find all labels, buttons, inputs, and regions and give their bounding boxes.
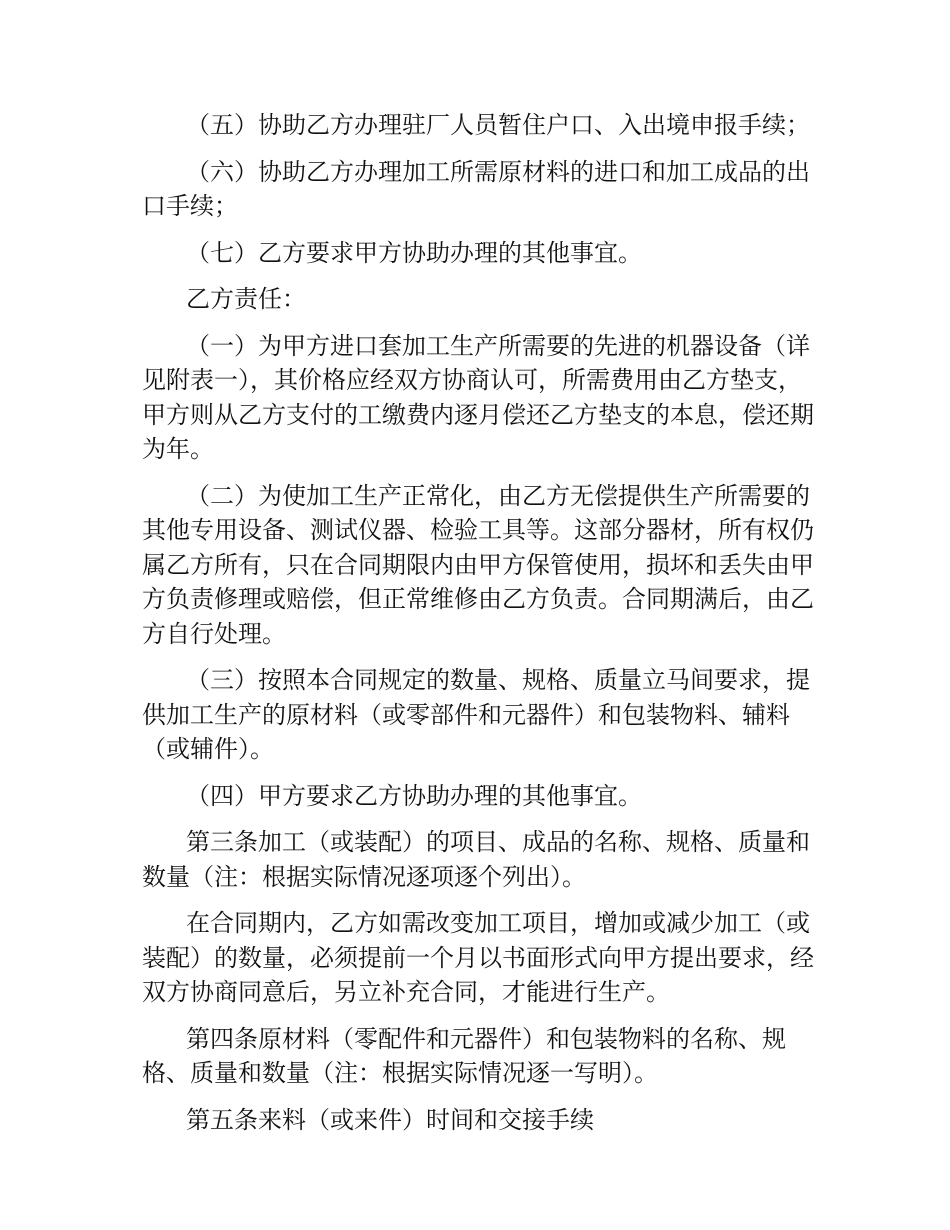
article-paragraph: 第四条原材料（零配件和元器件）和包装物料的名称、规格、质量和数量（注：根据实际情况逐一写明）。 xyxy=(142,1024,786,1087)
paragraph: （六）协助乙方办理加工所需原材料的进口和加工成品的出口手续； xyxy=(142,157,810,220)
paragraph: （七）乙方要求甲方协助办理的其他事宜。 xyxy=(186,238,642,267)
paragraph: （二）为使加工生产正常化，由乙方无偿提供生产所需要的其他专用设备、测试仪器、检验工具等。这部分器材，所有权仍属乙方所有，只在合同期限内由甲方保管使用，损坏和丢失由甲方负责修理或赔偿，但正常维修由乙方负责。合同期满后，由乙方自行处理。 xyxy=(142,481,814,648)
paragraph: （五）协助乙方办理驻厂人员暂住户口、入出境申报手续； xyxy=(186,111,810,139)
paragraph: （一）为甲方进口套加工生产所需要的先进的机器设备（详见附表一），其价格应经双方协商认可，所需费用由乙方垫支，甲方则从乙方支付的工缴费内逐月偿还乙方垫支的本息，偿还期为年。 xyxy=(142,331,814,463)
document-body xyxy=(142,108,814,1149)
section-heading: 乙方责任： xyxy=(186,285,306,313)
paragraph: 在合同期内，乙方如需改变加工项目，增加或减少加工（或装配）的数量，必须提前一个月以书面形式向甲方提出要求，经双方协商同意后，另立补充合同，才能进行生产。 xyxy=(142,909,814,1006)
paragraph: （三）按照本合同规定的数量、规格、质量立马间要求，提供加工生产的原材料（或零部件和元器件）和包装物料、辅料（或辅件）。 xyxy=(142,666,810,763)
article-paragraph: 第三条加工（或装配）的项目、成品的名称、规格、质量和数量（注：根据实际情况逐项逐个列出）。 xyxy=(142,828,810,891)
paragraph: （四）甲方要求乙方协助办理的其他事宜。 xyxy=(186,781,642,810)
article-paragraph: 第五条来料（或来件）时间和交接手续 xyxy=(186,1105,594,1134)
